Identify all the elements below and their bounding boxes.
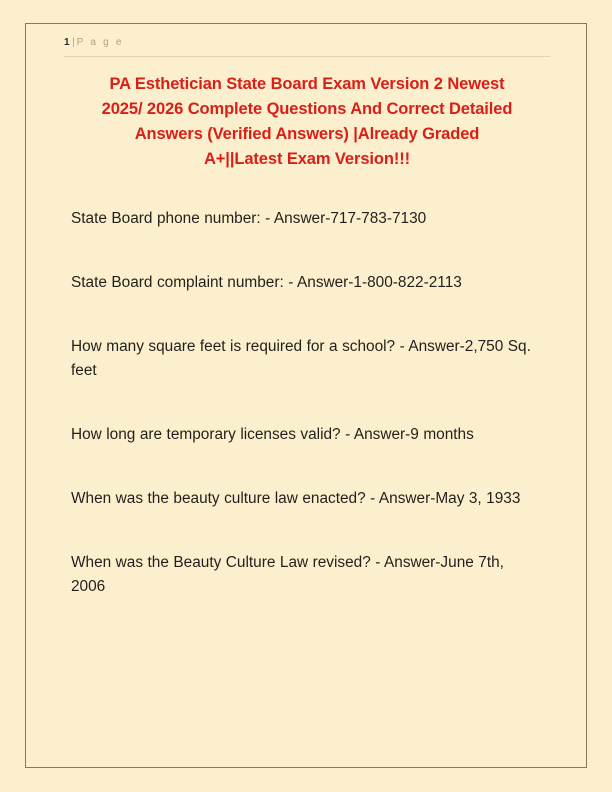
title-line-4: A+||Latest Exam Version!!!	[203, 150, 411, 168]
qa-entry: How many square feet is required for a school? - Answer-2,750 Sq. feet	[71, 338, 531, 379]
header-page-word: P a g e	[76, 37, 124, 48]
qa-entry: When was the Beauty Culture Law revised? - Answer-June 7th, 2006	[71, 554, 504, 595]
header-divider	[64, 56, 550, 57]
page-content-area	[26, 24, 586, 767]
qa-entry: How long are temporary licenses valid? - Answer-9 months	[71, 426, 474, 443]
document-title	[59, 72, 555, 172]
qa-entry: State Board phone number: - Answer-717-783-7130	[71, 210, 427, 227]
running-header	[64, 36, 550, 62]
header-page-number: 1	[64, 37, 71, 48]
qa-entry: When was the beauty culture law enacted? - Answer-May 3, 1933	[71, 490, 521, 507]
title-line-2: 2025/ 2026 Complete Questions And Correct Detailed	[101, 100, 513, 118]
title-line-3: Answers (Verified Answers) |Already Graded	[134, 125, 480, 143]
page-number-label	[64, 36, 550, 50]
qa-entry: State Board complaint number: - Answer-1-800-822-2113	[71, 274, 462, 291]
title-line-1: PA Esthetician State Board Exam Version 2 Newest	[109, 75, 505, 93]
question-answer-list	[71, 207, 539, 599]
header-separator: |	[72, 37, 75, 48]
document-page	[25, 23, 587, 768]
